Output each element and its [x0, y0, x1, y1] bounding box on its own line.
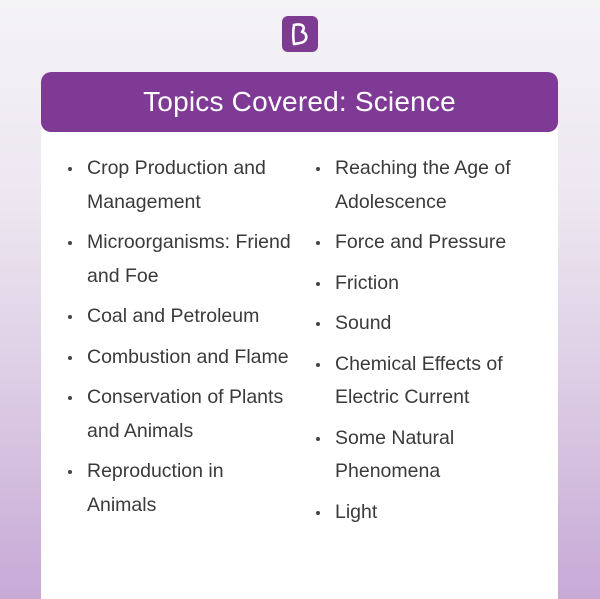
- list-item: Coal and Petroleum: [85, 300, 295, 334]
- title-banner: [41, 72, 558, 132]
- topics-list-right: [333, 152, 543, 536]
- brand-logo: [282, 16, 318, 52]
- list-item: Light: [333, 496, 543, 530]
- list-item: Sound: [333, 307, 543, 341]
- list-item: Reaching the Age of Adolescence: [333, 152, 543, 219]
- logo-b-icon: [289, 21, 311, 47]
- list-item: Chemical Effects of Electric Current: [333, 348, 543, 415]
- list-item: Reproduction in Animals: [85, 455, 295, 522]
- topics-list-left: [85, 152, 295, 529]
- list-item: Crop Production and Management: [85, 152, 295, 219]
- list-item: Microorganisms: Friend and Foe: [85, 226, 295, 293]
- page-title: Topics Covered: Science: [143, 86, 456, 117]
- list-item: Friction: [333, 267, 543, 301]
- list-item: Force and Pressure: [333, 226, 543, 260]
- topics-card: [41, 72, 558, 599]
- list-item: Some Natural Phenomena: [333, 422, 543, 489]
- list-item: Conservation of Plants and Animals: [85, 381, 295, 448]
- list-item: Combustion and Flame: [85, 341, 295, 375]
